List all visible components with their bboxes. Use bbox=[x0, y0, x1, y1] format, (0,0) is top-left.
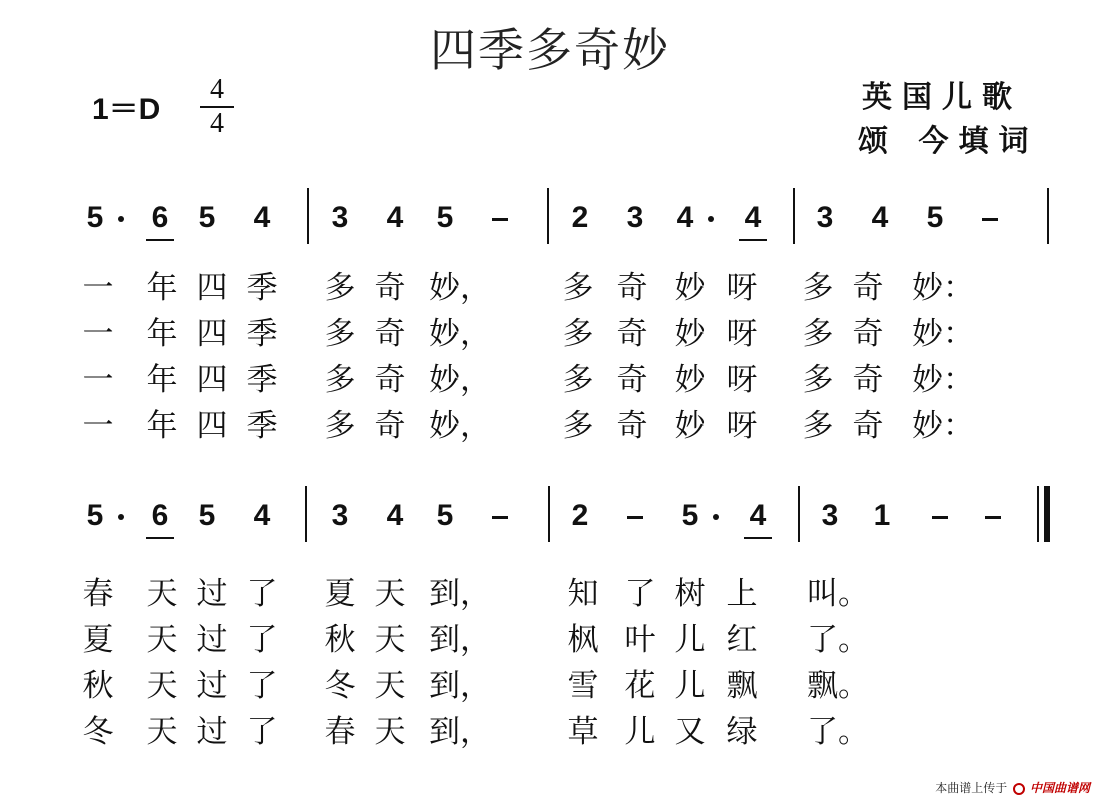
lyric-char: 妙， bbox=[429, 316, 491, 352]
lyric-char: 叫。 bbox=[807, 576, 869, 612]
lyric-char: 多 bbox=[802, 316, 834, 352]
lyric-char: 多 bbox=[324, 408, 356, 444]
lyric-char: 儿 bbox=[674, 668, 706, 704]
lyric-char: 树 bbox=[674, 576, 706, 612]
lyricist-credit: 颂 今填词 bbox=[858, 124, 1039, 159]
lyric-char: 天 bbox=[146, 668, 178, 704]
lyric-char: 奇 bbox=[616, 270, 648, 306]
lyric-char: 天 bbox=[146, 576, 178, 612]
lyric-char: 夏 bbox=[324, 576, 356, 612]
lyric-char: 一 bbox=[82, 316, 114, 352]
lyric-char: 四 bbox=[196, 362, 228, 398]
sustain-dash bbox=[985, 516, 1001, 519]
lyric-char: 知 bbox=[567, 576, 599, 612]
note: 5 bbox=[436, 499, 454, 532]
lyric-char: 多 bbox=[802, 362, 834, 398]
augmentation-dot bbox=[118, 216, 124, 222]
song-title: 四季多奇妙 bbox=[430, 23, 670, 77]
lyric-char: 春 bbox=[82, 576, 114, 612]
note: 3 bbox=[816, 201, 834, 234]
origin-credit: 英国儿歌 bbox=[862, 80, 1022, 115]
note-underline bbox=[739, 239, 767, 241]
lyric-char: 奇 bbox=[374, 362, 406, 398]
lyric-char: 冬 bbox=[324, 668, 356, 704]
lyric-char: 呀 bbox=[726, 408, 758, 444]
note: 5 bbox=[436, 201, 454, 234]
lyric-char: 多 bbox=[562, 362, 594, 398]
lyric-char: 奇 bbox=[852, 362, 884, 398]
note: 5 bbox=[198, 499, 216, 532]
footer-text: 本曲谱上传于 bbox=[935, 781, 1008, 795]
lyric-char: 妙， bbox=[429, 270, 491, 306]
sustain-dash bbox=[932, 516, 948, 519]
lyric-char: 妙： bbox=[912, 316, 974, 352]
lyric-char: 四 bbox=[196, 408, 228, 444]
final-bar-line-thin bbox=[1037, 486, 1039, 542]
lyric-char: 多 bbox=[324, 362, 356, 398]
lyric-char: 红 bbox=[726, 622, 758, 658]
bar-line bbox=[547, 188, 549, 244]
lyric-char: 妙： bbox=[912, 362, 974, 398]
note-underline bbox=[146, 239, 174, 241]
sustain-dash bbox=[492, 516, 508, 519]
note: 5 bbox=[198, 201, 216, 234]
lyric-char: 草 bbox=[567, 714, 599, 750]
footer-site: 中国曲谱网 bbox=[1029, 781, 1090, 795]
lyric-char: 到， bbox=[429, 576, 491, 612]
final-bar-line-thick bbox=[1044, 486, 1050, 542]
lyric-char: 叶 bbox=[624, 622, 656, 658]
lyric-char: 了 bbox=[246, 714, 278, 750]
lyric-char: 天 bbox=[146, 622, 178, 658]
lyric-char: 妙， bbox=[429, 362, 491, 398]
lyric-char: 季 bbox=[246, 362, 278, 398]
lyric-char: 飘 bbox=[726, 668, 758, 704]
note: 4 bbox=[386, 201, 404, 234]
lyric-char: 春 bbox=[324, 714, 356, 750]
bar-line bbox=[1047, 188, 1049, 244]
lyric-char: 呀 bbox=[726, 270, 758, 306]
lyric-char: 天 bbox=[146, 714, 178, 750]
lyric-char: 儿 bbox=[674, 622, 706, 658]
note: 1 bbox=[873, 499, 891, 532]
lyric-char: 季 bbox=[246, 408, 278, 444]
lyric-char: 四 bbox=[196, 316, 228, 352]
augmentation-dot bbox=[713, 514, 719, 520]
lyric-char: 到， bbox=[429, 668, 491, 704]
note: 2 bbox=[571, 499, 589, 532]
lyric-char: 四 bbox=[196, 270, 228, 306]
lyric-char: 多 bbox=[562, 408, 594, 444]
lyric-char: 过 bbox=[196, 668, 228, 704]
lyric-char: 秋 bbox=[324, 622, 356, 658]
footer bbox=[935, 779, 1090, 796]
lyric-char: 多 bbox=[562, 270, 594, 306]
sustain-dash bbox=[492, 218, 508, 221]
lyric-char: 奇 bbox=[852, 408, 884, 444]
lyric-char: 上 bbox=[726, 576, 758, 612]
lyric-char: 儿 bbox=[624, 714, 656, 750]
lyric-char: 呀 bbox=[726, 362, 758, 398]
note: 2 bbox=[571, 201, 589, 234]
lyric-char: 多 bbox=[802, 408, 834, 444]
lyric-char: 了 bbox=[246, 668, 278, 704]
bar-line bbox=[798, 486, 800, 542]
note-underline bbox=[744, 537, 772, 539]
lyric-char: 飘。 bbox=[807, 668, 869, 704]
lyric-char: 奇 bbox=[616, 316, 648, 352]
lyric-char: 多 bbox=[802, 270, 834, 306]
lyric-char: 妙： bbox=[912, 270, 974, 306]
note: 4 bbox=[676, 201, 694, 234]
lyric-char: 年 bbox=[146, 362, 178, 398]
lyric-char: 多 bbox=[324, 316, 356, 352]
lyric-char: 到， bbox=[429, 622, 491, 658]
note: 6 bbox=[151, 201, 169, 234]
note: 4 bbox=[253, 201, 271, 234]
key-signature: 1＝D bbox=[92, 93, 161, 126]
lyric-char: 年 bbox=[146, 408, 178, 444]
lyric-char: 天 bbox=[374, 714, 406, 750]
lyric-char: 妙 bbox=[674, 316, 706, 352]
lyric-char: 奇 bbox=[852, 270, 884, 306]
lyric-char: 季 bbox=[246, 316, 278, 352]
lyric-char: 奇 bbox=[374, 408, 406, 444]
lyric-char: 雪 bbox=[567, 668, 599, 704]
lyric-char: 多 bbox=[324, 270, 356, 306]
lyric-char: 年 bbox=[146, 270, 178, 306]
lyric-char: 奇 bbox=[374, 270, 406, 306]
bar-line bbox=[307, 188, 309, 244]
lyric-char: 奇 bbox=[616, 362, 648, 398]
note: 3 bbox=[331, 201, 349, 234]
note: 6 bbox=[151, 499, 169, 532]
lyric-char: 奇 bbox=[616, 408, 648, 444]
lyric-char: 妙， bbox=[429, 408, 491, 444]
lyric-char: 过 bbox=[196, 714, 228, 750]
lyric-char: 了 bbox=[246, 576, 278, 612]
lyric-char: 秋 bbox=[82, 668, 114, 704]
note: 5 bbox=[86, 499, 104, 532]
lyric-char: 又 bbox=[674, 714, 706, 750]
note: 3 bbox=[821, 499, 839, 532]
note: 4 bbox=[871, 201, 889, 234]
lyric-char: 了 bbox=[624, 576, 656, 612]
note-underline bbox=[146, 537, 174, 539]
time-signature bbox=[200, 76, 234, 138]
lyric-char: 妙 bbox=[674, 270, 706, 306]
lyric-char: 妙 bbox=[674, 362, 706, 398]
lyric-char: 天 bbox=[374, 668, 406, 704]
lyric-char: 妙 bbox=[674, 408, 706, 444]
lyric-char: 了。 bbox=[807, 714, 869, 750]
note: 4 bbox=[386, 499, 404, 532]
augmentation-dot bbox=[708, 216, 714, 222]
lyric-char: 呀 bbox=[726, 316, 758, 352]
bar-line bbox=[548, 486, 550, 542]
sustain-dash bbox=[627, 516, 643, 519]
note: 4 bbox=[744, 201, 762, 234]
time-signature-top: 4 bbox=[210, 74, 224, 105]
bar-line bbox=[305, 486, 307, 542]
lyric-char: 妙： bbox=[912, 408, 974, 444]
lyric-char: 天 bbox=[374, 576, 406, 612]
lyric-char: 一 bbox=[82, 362, 114, 398]
lyric-char: 过 bbox=[196, 576, 228, 612]
time-signature-bottom: 4 bbox=[210, 108, 224, 139]
lyric-char: 一 bbox=[82, 270, 114, 306]
lyric-char: 到， bbox=[429, 714, 491, 750]
lyric-char: 冬 bbox=[82, 714, 114, 750]
note: 5 bbox=[926, 201, 944, 234]
sustain-dash bbox=[982, 218, 998, 221]
note: 3 bbox=[626, 201, 644, 234]
note: 3 bbox=[331, 499, 349, 532]
lyric-char: 一 bbox=[82, 408, 114, 444]
lyric-char: 多 bbox=[562, 316, 594, 352]
lyric-char: 了 bbox=[246, 622, 278, 658]
note: 5 bbox=[86, 201, 104, 234]
lyric-char: 年 bbox=[146, 316, 178, 352]
site-logo-icon bbox=[1013, 783, 1025, 795]
note: 5 bbox=[681, 499, 699, 532]
lyric-char: 夏 bbox=[82, 622, 114, 658]
lyric-char: 了。 bbox=[807, 622, 869, 658]
lyric-char: 奇 bbox=[852, 316, 884, 352]
lyric-char: 枫 bbox=[567, 622, 599, 658]
lyric-char: 季 bbox=[246, 270, 278, 306]
augmentation-dot bbox=[118, 514, 124, 520]
note: 4 bbox=[749, 499, 767, 532]
lyric-char: 天 bbox=[374, 622, 406, 658]
note: 4 bbox=[253, 499, 271, 532]
lyric-char: 过 bbox=[196, 622, 228, 658]
lyric-char: 绿 bbox=[726, 714, 758, 750]
lyric-char: 花 bbox=[624, 668, 656, 704]
lyric-char: 奇 bbox=[374, 316, 406, 352]
bar-line bbox=[793, 188, 795, 244]
